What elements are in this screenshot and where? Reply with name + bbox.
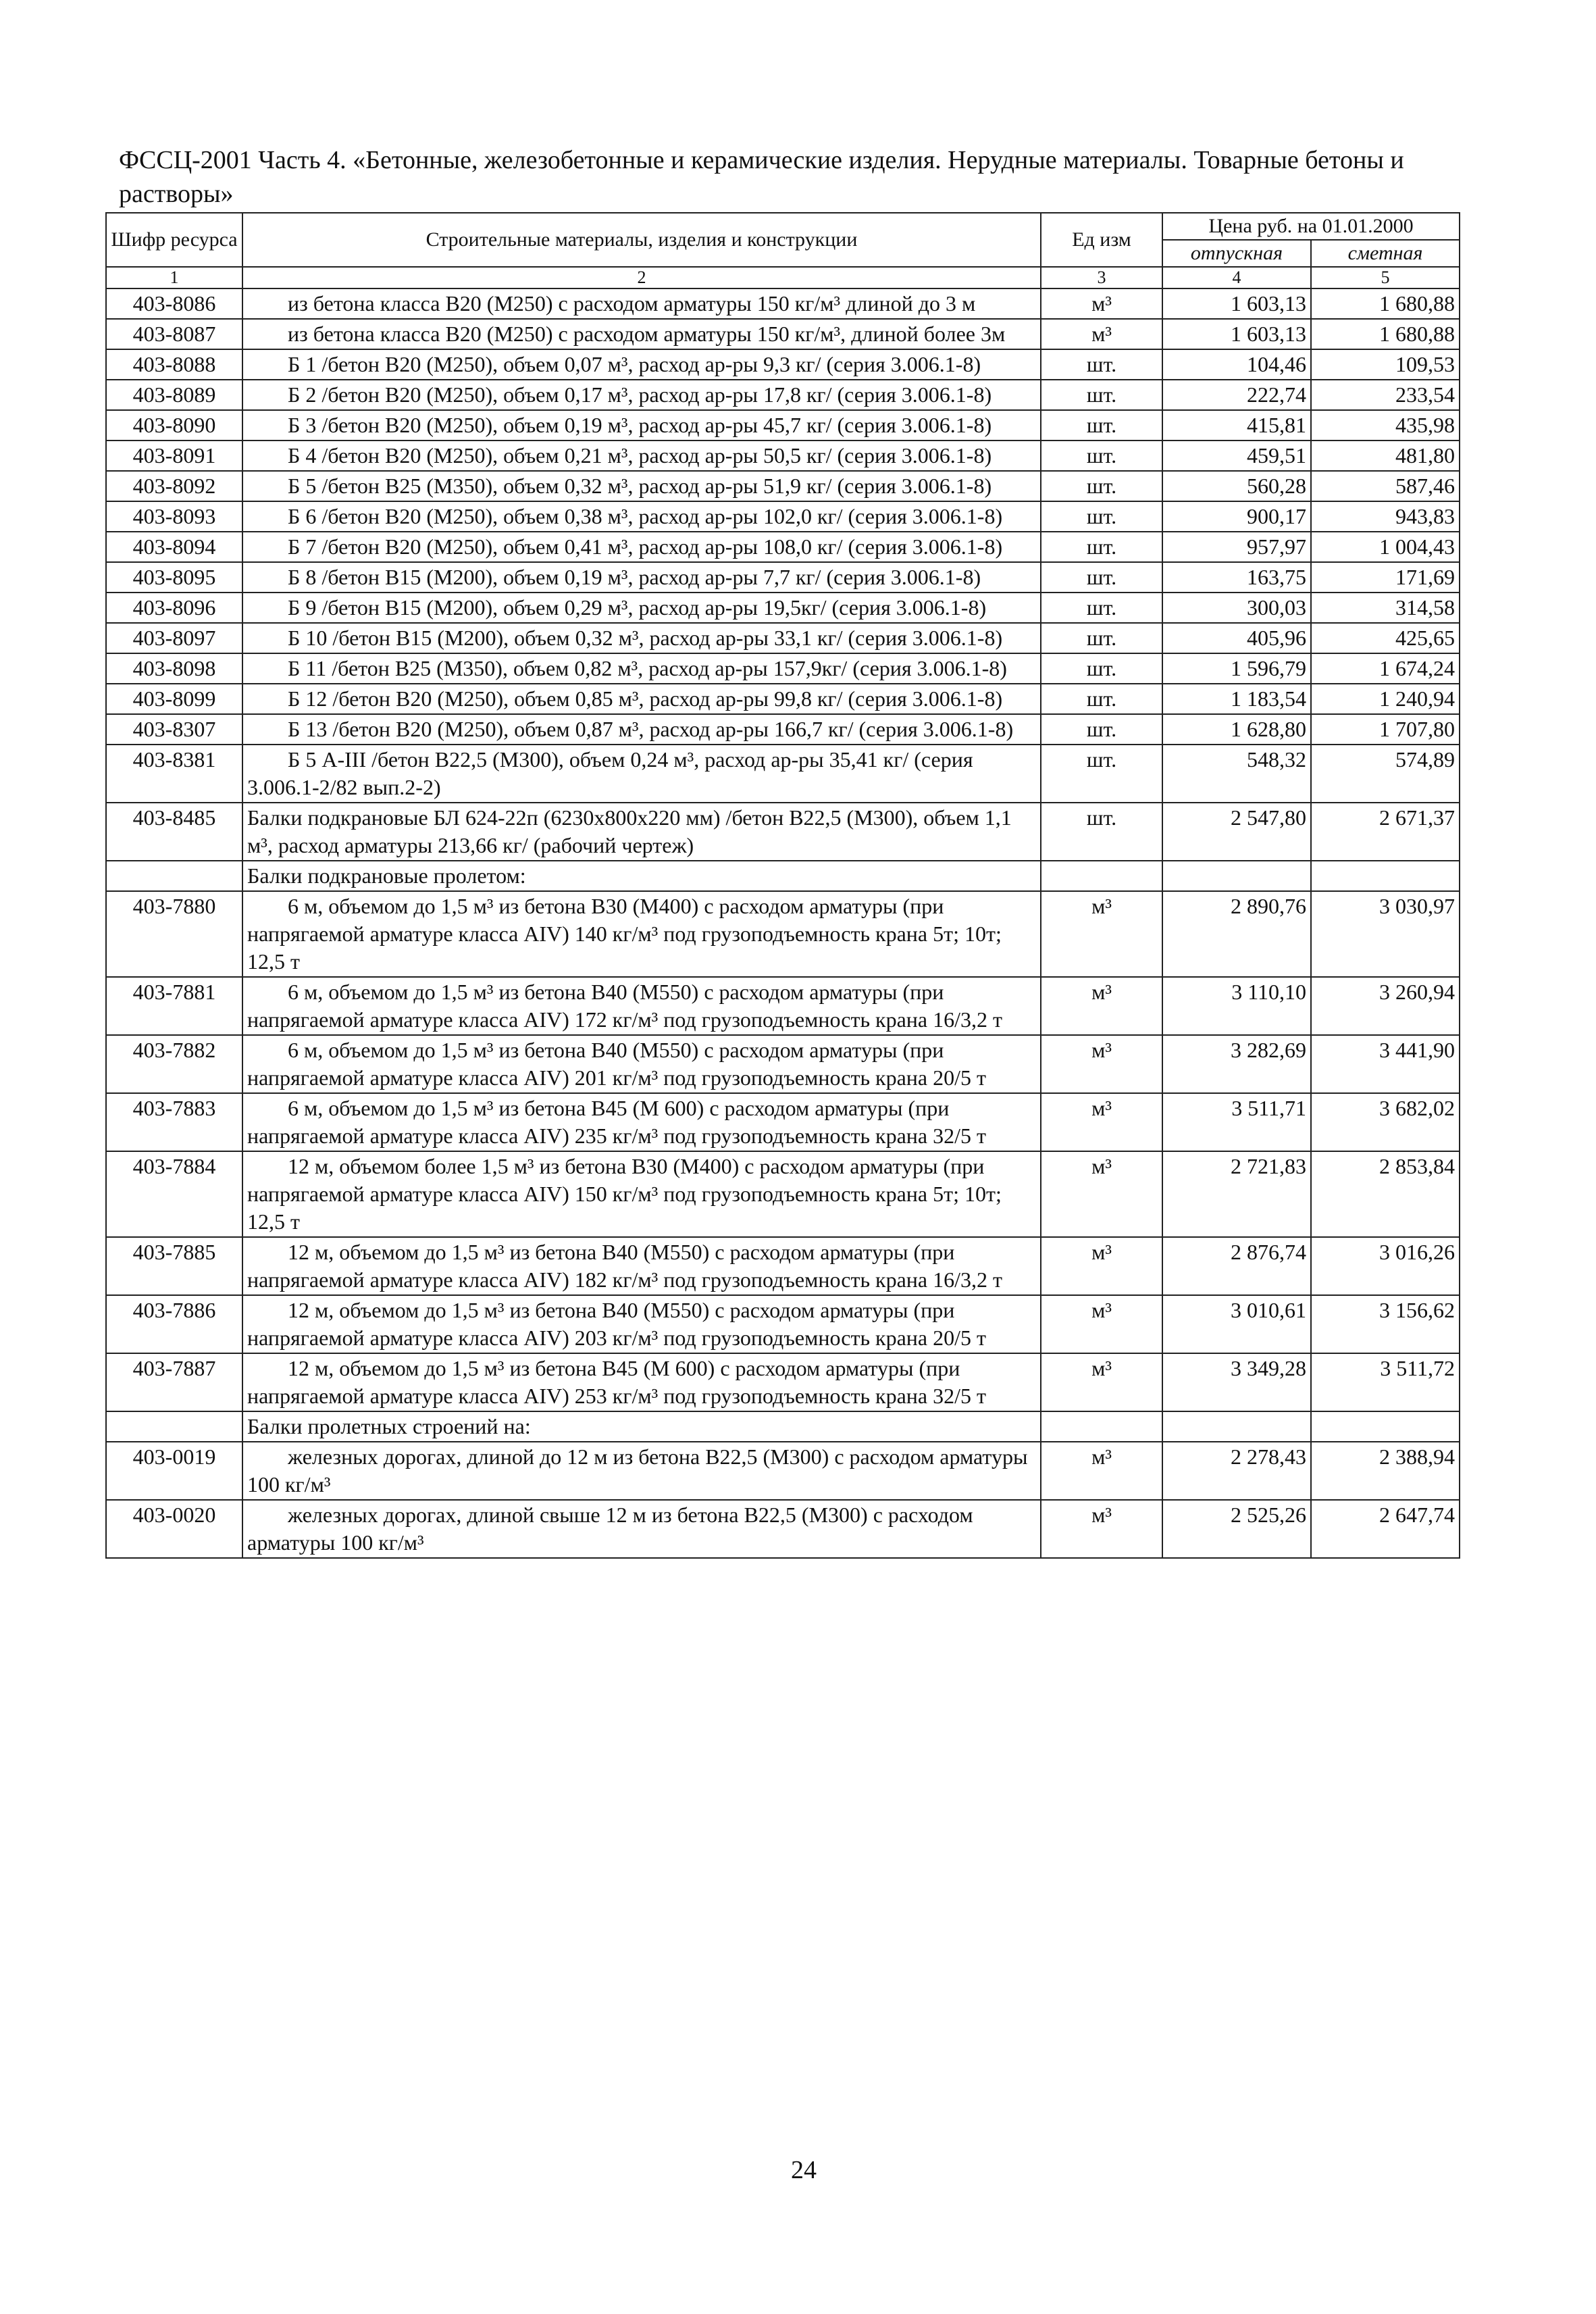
unit-cell: м³ [1041,1500,1162,1558]
estimate-price-cell: 574,89 [1311,745,1460,803]
material-name-text: Б 3 /бетон В20 (М250), объем 0,19 м³, расход ар-ры 45,7 кг/ (серия 3.006.1-8) [288,413,992,437]
table-row [106,1295,1460,1353]
material-name-text: Б 10 /бетон В15 (М200), объем 0,32 м³, расход ар-ры 33,1 кг/ (серия 3.006.1-8) [288,626,1003,650]
release-price-cell: 2 525,26 [1162,1500,1311,1558]
estimate-price-cell: 3 260,94 [1311,977,1460,1035]
material-name-text: Балки пролетных строений на: [247,1414,531,1438]
material-name-cell [242,319,1041,349]
estimate-price-cell: 3 511,72 [1311,1353,1460,1411]
estimate-price-cell: 1 674,24 [1311,653,1460,684]
estimate-price-cell: 3 030,97 [1311,891,1460,977]
release-price-cell: 548,32 [1162,745,1311,803]
resource-code-cell: 403-8097 [106,623,242,653]
estimate-price-cell: 171,69 [1311,562,1460,593]
material-name-cell [242,441,1041,471]
table-row [106,891,1460,977]
estimate-price-cell: 2 388,94 [1311,1442,1460,1500]
material-name-text: Б 9 /бетон В15 (М200), объем 0,29 м³, расход ар-ры 19,5кг/ (серия 3.006.1-8) [288,595,987,620]
unit-cell: м³ [1041,1035,1162,1093]
table-row [106,1353,1460,1411]
table-row [106,1093,1460,1151]
unit-cell: шт. [1041,714,1162,745]
material-name-cell [242,684,1041,714]
resource-code-cell: 403-7887 [106,1353,242,1411]
release-price-cell: 3 511,71 [1162,1093,1311,1151]
table-row [106,803,1460,861]
col-header-name: Строительные материалы, изделия и конструкции [242,213,1041,267]
unit-cell: шт. [1041,471,1162,501]
estimate-price-cell: 481,80 [1311,441,1460,471]
material-name-cell [242,1093,1041,1151]
estimate-price-cell: 3 441,90 [1311,1035,1460,1093]
material-name-cell [242,653,1041,684]
material-name-cell [242,471,1041,501]
estimate-price-cell [1311,861,1460,891]
release-price-cell: 1 596,79 [1162,653,1311,684]
section-heading-row [106,1411,1460,1442]
unit-cell: м³ [1041,1237,1162,1295]
material-name-text: 6 м, объемом до 1,5 м³ из бетона В40 (М550) с расходом арматуры (при напрягаемой арматуре класса AIV) 201 кг/м³ под грузоподъемность крана 20/5 т [247,1038,986,1090]
resource-code-cell: 403-8090 [106,410,242,441]
material-name-cell [242,1151,1041,1237]
resource-code-cell: 403-7883 [106,1093,242,1151]
resource-code-cell: 403-8094 [106,532,242,562]
material-name-cell [242,803,1041,861]
material-name-cell [242,410,1041,441]
release-price-cell: 900,17 [1162,501,1311,532]
price-table [105,212,1460,1559]
unit-cell: шт. [1041,593,1162,623]
resource-code-cell: 403-8307 [106,714,242,745]
material-name-cell [242,501,1041,532]
resource-code-cell: 403-0020 [106,1500,242,1558]
resource-code-cell: 403-8096 [106,593,242,623]
table-row [106,1442,1460,1500]
resource-code-cell: 403-8093 [106,501,242,532]
header-row [106,213,1460,240]
material-name-text: Б 7 /бетон В20 (М250), объем 0,41 м³, расход ар-ры 108,0 кг/ (серия 3.006.1-8) [288,534,1003,559]
unit-cell: м³ [1041,319,1162,349]
table-row [106,593,1460,623]
unit-cell [1041,861,1162,891]
page-number: 24 [791,2156,817,2184]
estimate-price-cell: 1 707,80 [1311,714,1460,745]
material-name-text: Б 11 /бетон В25 (М350), объем 0,82 м³, расход ар-ры 157,9кг/ (серия 3.006.1-8) [288,656,1007,680]
release-price-cell: 2 547,80 [1162,803,1311,861]
release-price-cell: 2 876,74 [1162,1237,1311,1295]
release-price-cell: 3 010,61 [1162,1295,1311,1353]
unit-cell: шт. [1041,653,1162,684]
table-row [106,288,1460,319]
estimate-price-cell: 587,46 [1311,471,1460,501]
estimate-price-cell: 2 853,84 [1311,1151,1460,1237]
estimate-price-cell: 314,58 [1311,593,1460,623]
estimate-price-cell: 109,53 [1311,349,1460,380]
material-name-text: Б 2 /бетон В20 (М250), объем 0,17 м³, расход ар-ры 17,8 кг/ (серия 3.006.1-8) [288,382,992,407]
material-name-text: Б 13 /бетон В20 (М250), объем 0,87 м³, расход ар-ры 166,7 кг/ (серия 3.006.1-8) [288,717,1014,741]
table-row [106,684,1460,714]
unit-cell: шт. [1041,441,1162,471]
resource-code-cell: 403-7886 [106,1295,242,1353]
table-row [106,623,1460,653]
estimate-price-cell: 3 016,26 [1311,1237,1460,1295]
column-number: 5 [1311,267,1460,288]
unit-cell: м³ [1041,977,1162,1035]
material-name-cell [242,1500,1041,1558]
column-number: 4 [1162,267,1311,288]
material-name-cell [242,1237,1041,1295]
col-header-price-group: Цена руб. на 01.01.2000 [1162,213,1460,240]
release-price-cell: 3 349,28 [1162,1353,1311,1411]
column-number: 2 [242,267,1041,288]
resource-code-cell: 403-8092 [106,471,242,501]
material-name-cell [242,623,1041,653]
resource-code-cell [106,1411,242,1442]
resource-code-cell: 403-8091 [106,441,242,471]
material-name-cell [242,891,1041,977]
material-name-cell [242,380,1041,410]
table-body [106,288,1460,1558]
release-price-cell: 1 603,13 [1162,288,1311,319]
unit-cell: шт. [1041,562,1162,593]
unit-cell: м³ [1041,1093,1162,1151]
material-name-text: Балки подкрановые пролетом: [247,863,526,888]
material-name-cell [242,714,1041,745]
table-row [106,1151,1460,1237]
estimate-price-cell: 943,83 [1311,501,1460,532]
resource-code-cell: 403-8086 [106,288,242,319]
unit-cell [1041,1411,1162,1442]
release-price-cell: 104,46 [1162,349,1311,380]
material-name-text: 12 м, объемом до 1,5 м³ из бетона В45 (М 600) с расходом арматуры (при напрягаемой арматуре класса AIV) 253 кг/м³ под грузоподъемность крана 32/5 т [247,1356,986,1408]
release-price-cell: 415,81 [1162,410,1311,441]
unit-cell: шт. [1041,410,1162,441]
estimate-price-cell: 233,54 [1311,380,1460,410]
release-price-cell: 2 890,76 [1162,891,1311,977]
material-name-text: 12 м, объемом более 1,5 м³ из бетона В30 (М400) с расходом арматуры (при напрягаемой арматуре класса AIV) 150 кг/м³ под грузоподъемность крана 5т; 10т; 12,5 т [247,1154,1002,1234]
material-name-cell [242,977,1041,1035]
material-name-text: железных дорогах, длиной до 12 м из бетона В22,5 (М300) с расходом арматуры 100 кг/м³ [247,1444,1028,1496]
resource-code-cell: 403-0019 [106,1442,242,1500]
unit-cell: шт. [1041,803,1162,861]
resource-code-cell: 403-8098 [106,653,242,684]
release-price-cell: 459,51 [1162,441,1311,471]
estimate-price-cell: 2 647,74 [1311,1500,1460,1558]
material-name-text: 6 м, объемом до 1,5 м³ из бетона В45 (М 600) с расходом арматуры (при напрягаемой арматуре класса AIV) 235 кг/м³ под грузоподъемность крана 32/5 т [247,1096,986,1148]
resource-code-cell [106,861,242,891]
estimate-price-cell: 3 156,62 [1311,1295,1460,1353]
material-name-cell [242,745,1041,803]
resource-code-cell: 403-8381 [106,745,242,803]
unit-cell: м³ [1041,1295,1162,1353]
estimate-price-cell: 1 680,88 [1311,319,1460,349]
release-price-cell: 1 628,80 [1162,714,1311,745]
table-row [106,471,1460,501]
material-name-cell [242,349,1041,380]
estimate-price-cell: 3 682,02 [1311,1093,1460,1151]
material-name-text: Б 5 А-III /бетон В22,5 (М300), объем 0,24 м³, расход ар-ры 35,41 кг/ (серия 3.006.1-2/82 вып.2-2) [247,747,973,799]
material-name-cell [242,562,1041,593]
resource-code-cell: 403-7882 [106,1035,242,1093]
unit-cell: шт. [1041,501,1162,532]
release-price-cell: 405,96 [1162,623,1311,653]
material-name-cell [242,1442,1041,1500]
unit-cell: шт. [1041,623,1162,653]
table-row [106,380,1460,410]
material-name-text: железных дорогах, длиной свыше 12 м из бетона В22,5 (М300) с расходом арматуры 100 кг/м³ [247,1503,973,1555]
table-row [106,745,1460,803]
unit-cell: м³ [1041,1442,1162,1500]
resource-code-cell: 403-8095 [106,562,242,593]
release-price-cell: 3 110,10 [1162,977,1311,1035]
column-number: 3 [1041,267,1162,288]
material-name-cell [242,1411,1041,1442]
table-row [106,441,1460,471]
material-name-text: 12 м, объемом до 1,5 м³ из бетона В40 (М550) с расходом арматуры (при напрягаемой арматуре класса AIV) 203 кг/м³ под грузоподъемность крана 20/5 т [247,1298,986,1350]
resource-code-cell: 403-8485 [106,803,242,861]
estimate-price-cell: 2 671,37 [1311,803,1460,861]
material-name-text: 6 м, объемом до 1,5 м³ из бетона В30 (М400) с расходом арматуры (при напрягаемой арматуре класса AIV) 140 кг/м³ под грузоподъемность крана 5т; 10т; 12,5 т [247,894,1002,974]
release-price-cell: 3 282,69 [1162,1035,1311,1093]
estimate-price-cell: 435,98 [1311,410,1460,441]
material-name-cell [242,593,1041,623]
resource-code-cell: 403-7885 [106,1237,242,1295]
table-row [106,653,1460,684]
table-row [106,410,1460,441]
material-name-cell [242,1295,1041,1353]
table-row [106,562,1460,593]
material-name-cell [242,1353,1041,1411]
col-header-estimate-price: сметная [1311,240,1460,267]
material-name-cell [242,861,1041,891]
resource-code-cell: 403-7881 [106,977,242,1035]
material-name-text: Б 1 /бетон В20 (М250), объем 0,07 м³, расход ар-ры 9,3 кг/ (серия 3.006.1-8) [288,352,981,376]
release-price-cell: 2 721,83 [1162,1151,1311,1237]
release-price-cell: 957,97 [1162,532,1311,562]
resource-code-cell: 403-8089 [106,380,242,410]
table-row [106,977,1460,1035]
release-price-cell [1162,861,1311,891]
material-name-text: 12 м, объемом до 1,5 м³ из бетона В40 (М550) с расходом арматуры (при напрягаемой арматуре класса AIV) 182 кг/м³ под грузоподъемность крана 16/3,2 т [247,1240,1002,1292]
release-price-cell [1162,1411,1311,1442]
table-row [106,349,1460,380]
table-row [106,1035,1460,1093]
column-number: 1 [106,267,242,288]
table-row [106,501,1460,532]
estimate-price-cell: 1 004,43 [1311,532,1460,562]
resource-code-cell: 403-7884 [106,1151,242,1237]
unit-cell: шт. [1041,532,1162,562]
unit-cell: шт. [1041,349,1162,380]
unit-cell: м³ [1041,891,1162,977]
resource-code-cell: 403-8099 [106,684,242,714]
col-header-code: Шифр ресурса [106,213,242,267]
release-price-cell: 1 183,54 [1162,684,1311,714]
col-header-unit: Ед изм [1041,213,1162,267]
release-price-cell: 222,74 [1162,380,1311,410]
table-row [106,1500,1460,1558]
resource-code-cell: 403-8087 [106,319,242,349]
material-name-text: Б 6 /бетон В20 (М250), объем 0,38 м³, расход ар-ры 102,0 кг/ (серия 3.006.1-8) [288,504,1003,528]
release-price-cell: 560,28 [1162,471,1311,501]
estimate-price-cell: 1 240,94 [1311,684,1460,714]
material-name-cell [242,1035,1041,1093]
page-header [119,143,1497,211]
col-header-release-price: отпускная [1162,240,1311,267]
release-price-cell: 300,03 [1162,593,1311,623]
estimate-price-cell [1311,1411,1460,1442]
material-name-text: из бетона класса В20 (М250) с расходом арматуры 150 кг/м³ длиной до 3 м [288,291,976,316]
material-name-text: Б 4 /бетон В20 (М250), объем 0,21 м³, расход ар-ры 50,5 кг/ (серия 3.006.1-8) [288,443,992,468]
material-name-cell [242,288,1041,319]
resource-code-cell: 403-7880 [106,891,242,977]
release-price-cell: 1 603,13 [1162,319,1311,349]
release-price-cell: 163,75 [1162,562,1311,593]
column-number-row [106,267,1460,288]
material-name-cell [242,532,1041,562]
material-name-text: Б 12 /бетон В20 (М250), объем 0,85 м³, расход ар-ры 99,8 кг/ (серия 3.006.1-8) [288,686,1003,711]
unit-cell: м³ [1041,1353,1162,1411]
unit-cell: шт. [1041,745,1162,803]
material-name-text: Б 8 /бетон В15 (М200), объем 0,19 м³, расход ар-ры 7,7 кг/ (серия 3.006.1-8) [288,565,981,589]
release-price-cell: 2 278,43 [1162,1442,1311,1500]
material-name-text: 6 м, объемом до 1,5 м³ из бетона В40 (М550) с расходом арматуры (при напрягаемой арматуре класса AIV) 172 кг/м³ под грузоподъемность крана 16/3,2 т [247,980,1002,1032]
unit-cell: шт. [1041,380,1162,410]
material-name-text: Б 5 /бетон В25 (М350), объем 0,32 м³, расход ар-ры 51,9 кг/ (серия 3.006.1-8) [288,474,992,498]
unit-cell: м³ [1041,1151,1162,1237]
section-heading-row [106,861,1460,891]
unit-cell: шт. [1041,684,1162,714]
material-name-text: из бетона класса В20 (М250) с расходом арматуры 150 кг/м³, длиной более 3м [288,322,1006,346]
estimate-price-cell: 425,65 [1311,623,1460,653]
table-row [106,1237,1460,1295]
table-row [106,532,1460,562]
unit-cell: м³ [1041,288,1162,319]
document-title: ФССЦ-2001 Часть 4. «Бетонные, железобетонные и керамические изделия. Нерудные материалы. Товарные бетоны и растворы» [119,146,1404,208]
table-row [106,319,1460,349]
estimate-price-cell: 1 680,88 [1311,288,1460,319]
table-row [106,714,1460,745]
resource-code-cell: 403-8088 [106,349,242,380]
material-name-text: Балки подкрановые БЛ 624-22п (6230х800х220 мм) /бетон В22,5 (М300), объем 1,1 м³, расход арматуры 213,66 кг/ (рабочий чертеж) [247,805,1012,857]
